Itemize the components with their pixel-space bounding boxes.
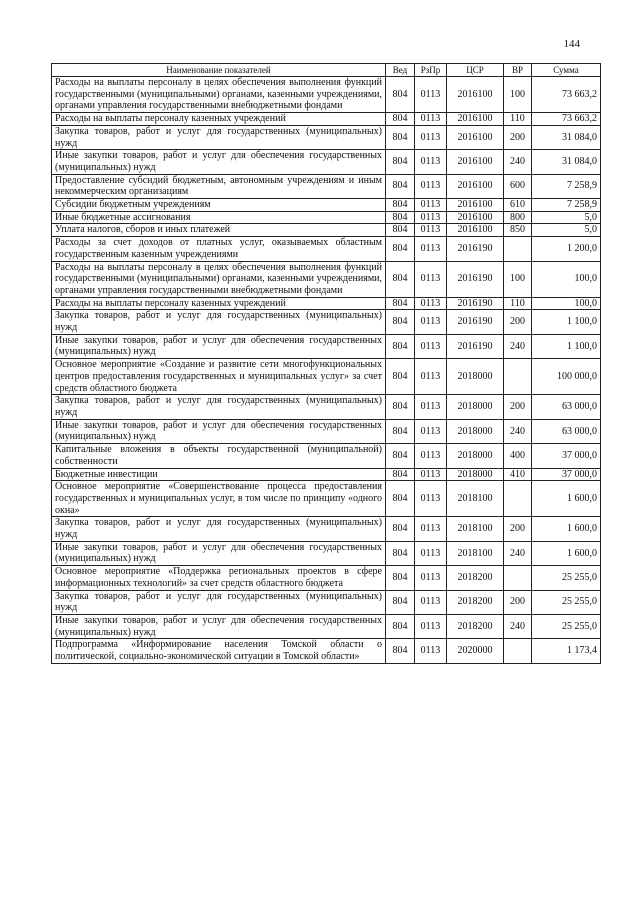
row-csr: 2016100: [447, 224, 504, 237]
row-rzpr: 0113: [415, 419, 447, 443]
row-sum: 5,0: [532, 224, 601, 237]
row-sum: 1 200,0: [532, 237, 601, 261]
table-row: [52, 541, 601, 565]
row-csr: 2018200: [447, 566, 504, 590]
table-row: [52, 174, 601, 198]
row-name: Расходы на выплаты персоналу казенных учреждений: [52, 297, 386, 310]
budget-table: [51, 63, 601, 664]
table-row: [52, 614, 601, 638]
row-name: Закупка товаров, работ и услуг для государственных (муниципальных) нужд: [52, 395, 386, 419]
row-ved: 804: [386, 199, 415, 212]
table-header-row: [52, 64, 601, 77]
row-csr: 2018100: [447, 517, 504, 541]
row-rzpr: 0113: [415, 237, 447, 261]
table-row: [52, 77, 601, 113]
row-vr: 110: [504, 113, 532, 126]
row-ved: 804: [386, 77, 415, 113]
row-name: Закупка товаров, работ и услуг для государственных (муниципальных) нужд: [52, 590, 386, 614]
row-rzpr: 0113: [415, 639, 447, 663]
row-ved: 804: [386, 614, 415, 638]
row-vr: 100: [504, 261, 532, 297]
row-sum: 7 258,9: [532, 199, 601, 212]
row-ved: 804: [386, 174, 415, 198]
table-row: [52, 444, 601, 468]
row-vr: 200: [504, 590, 532, 614]
table-row: [52, 150, 601, 174]
row-rzpr: 0113: [415, 614, 447, 638]
row-name: Уплата налогов, сборов и иных платежей: [52, 224, 386, 237]
row-name: Иные закупки товаров, работ и услуг для обеспечения государственных (муниципальных) нужд: [52, 334, 386, 358]
row-sum: 25 255,0: [532, 590, 601, 614]
row-vr: 800: [504, 211, 532, 224]
row-vr: 610: [504, 199, 532, 212]
page-number: 144: [563, 38, 580, 50]
row-rzpr: 0113: [415, 359, 447, 395]
row-rzpr: 0113: [415, 468, 447, 481]
row-sum: 1 600,0: [532, 517, 601, 541]
table-row: [52, 334, 601, 358]
row-name: Основное мероприятие «Создание и развитие сети многофункциональных центров предоставления государственных и муниципальных услуг» за счет средств областного бюджета: [52, 359, 386, 395]
row-sum: 100,0: [532, 261, 601, 297]
row-rzpr: 0113: [415, 566, 447, 590]
row-sum: 5,0: [532, 211, 601, 224]
row-csr: 2018200: [447, 590, 504, 614]
row-vr: 400: [504, 444, 532, 468]
row-sum: 1 100,0: [532, 334, 601, 358]
table-row: [52, 237, 601, 261]
row-ved: 804: [386, 481, 415, 517]
col-header-rzpr: РзПр: [415, 64, 447, 77]
row-csr: 2016100: [447, 150, 504, 174]
row-vr: 240: [504, 614, 532, 638]
row-ved: 804: [386, 211, 415, 224]
row-sum: 37 000,0: [532, 444, 601, 468]
row-sum: 100 000,0: [532, 359, 601, 395]
row-rzpr: 0113: [415, 334, 447, 358]
row-csr: 2018000: [447, 359, 504, 395]
row-name: Закупка товаров, работ и услуг для государственных (муниципальных) нужд: [52, 125, 386, 149]
row-rzpr: 0113: [415, 150, 447, 174]
row-vr: 410: [504, 468, 532, 481]
row-rzpr: 0113: [415, 199, 447, 212]
row-sum: 73 663,2: [532, 113, 601, 126]
row-name: Иные закупки товаров, работ и услуг для обеспечения государственных (муниципальных) нужд: [52, 419, 386, 443]
table-row: [52, 419, 601, 443]
row-sum: 63 000,0: [532, 419, 601, 443]
row-vr: 240: [504, 150, 532, 174]
row-name: Бюджетные инвестиции: [52, 468, 386, 481]
row-rzpr: 0113: [415, 77, 447, 113]
row-rzpr: 0113: [415, 261, 447, 297]
row-sum: 37 000,0: [532, 468, 601, 481]
table-row: [52, 211, 601, 224]
row-sum: 1 173,4: [532, 639, 601, 663]
row-name: Иные бюджетные ассигнования: [52, 211, 386, 224]
row-name: Расходы на выплаты персоналу в целях обеспечения выполнения функций государственными (муниципальными) органами, казенными учреждениями, органами управления государственными внебюджетными фондами: [52, 77, 386, 113]
table-row: [52, 125, 601, 149]
row-rzpr: 0113: [415, 113, 447, 126]
row-rzpr: 0113: [415, 224, 447, 237]
row-vr: 600: [504, 174, 532, 198]
row-sum: 73 663,2: [532, 77, 601, 113]
row-ved: 804: [386, 310, 415, 334]
row-name: Предоставление субсидий бюджетным, автономным учреждениям и иным некоммерческим организациям: [52, 174, 386, 198]
table-row: [52, 590, 601, 614]
table-row: [52, 639, 601, 663]
row-rzpr: 0113: [415, 481, 447, 517]
row-csr: 2016190: [447, 310, 504, 334]
row-ved: 804: [386, 334, 415, 358]
row-rzpr: 0113: [415, 444, 447, 468]
row-name: Закупка товаров, работ и услуг для государственных (муниципальных) нужд: [52, 517, 386, 541]
row-vr: [504, 566, 532, 590]
row-rzpr: 0113: [415, 125, 447, 149]
row-csr: 2016100: [447, 174, 504, 198]
row-csr: 2018000: [447, 468, 504, 481]
row-ved: 804: [386, 566, 415, 590]
col-header-ved: Вед: [386, 64, 415, 77]
col-header-sum: Сумма: [532, 64, 601, 77]
row-sum: 1 600,0: [532, 541, 601, 565]
row-csr: 2018100: [447, 541, 504, 565]
row-name: Иные закупки товаров, работ и услуг для обеспечения государственных (муниципальных) нужд: [52, 150, 386, 174]
row-name: Капитальные вложения в объекты государственной (муниципальной) собственности: [52, 444, 386, 468]
row-vr: [504, 359, 532, 395]
row-ved: 804: [386, 224, 415, 237]
row-vr: 240: [504, 334, 532, 358]
row-vr: [504, 237, 532, 261]
table-row: [52, 517, 601, 541]
row-vr: 200: [504, 395, 532, 419]
row-name: Иные закупки товаров, работ и услуг для обеспечения государственных (муниципальных) нужд: [52, 541, 386, 565]
row-csr: 2020000: [447, 639, 504, 663]
table-row: [52, 359, 601, 395]
row-vr: [504, 639, 532, 663]
table-row: [52, 297, 601, 310]
row-csr: 2016100: [447, 199, 504, 212]
row-csr: 2016190: [447, 297, 504, 310]
row-name: Расходы на выплаты персоналу казенных учреждений: [52, 113, 386, 126]
row-csr: 2016100: [447, 125, 504, 149]
row-ved: 804: [386, 150, 415, 174]
row-ved: 804: [386, 419, 415, 443]
row-ved: 804: [386, 113, 415, 126]
table-row: [52, 481, 601, 517]
row-vr: 850: [504, 224, 532, 237]
col-header-csr: ЦСР: [447, 64, 504, 77]
row-name: Подпрограмма «Информирование населения Томской области о политической, социально-экономической ситуации в Томской области»: [52, 639, 386, 663]
row-ved: 804: [386, 468, 415, 481]
row-csr: 2018100: [447, 481, 504, 517]
row-ved: 804: [386, 125, 415, 149]
row-csr: 2016100: [447, 77, 504, 113]
row-vr: [504, 481, 532, 517]
row-csr: 2018000: [447, 444, 504, 468]
row-rzpr: 0113: [415, 297, 447, 310]
col-header-name: Наименование показателей: [52, 64, 386, 77]
table-row: [52, 224, 601, 237]
row-csr: 2016100: [447, 113, 504, 126]
row-ved: 804: [386, 517, 415, 541]
row-csr: 2016190: [447, 334, 504, 358]
table-row: [52, 310, 601, 334]
row-ved: 804: [386, 359, 415, 395]
row-sum: 1 100,0: [532, 310, 601, 334]
row-vr: 200: [504, 125, 532, 149]
row-ved: 804: [386, 444, 415, 468]
row-rzpr: 0113: [415, 211, 447, 224]
row-name: Субсидии бюджетным учреждениям: [52, 199, 386, 212]
row-vr: 240: [504, 541, 532, 565]
row-ved: 804: [386, 237, 415, 261]
row-rzpr: 0113: [415, 310, 447, 334]
row-rzpr: 0113: [415, 174, 447, 198]
table-row: [52, 113, 601, 126]
row-name: Закупка товаров, работ и услуг для государственных (муниципальных) нужд: [52, 310, 386, 334]
row-sum: 31 084,0: [532, 125, 601, 149]
col-header-vr: ВР: [504, 64, 532, 77]
row-vr: 200: [504, 517, 532, 541]
row-ved: 804: [386, 395, 415, 419]
row-sum: 25 255,0: [532, 566, 601, 590]
row-csr: 2016190: [447, 261, 504, 297]
table-row: [52, 199, 601, 212]
row-name: Расходы на выплаты персоналу в целях обеспечения выполнения функций государственными (муниципальными) органами, казенными учреждениями, органами управления государственными внебюджетными фондами: [52, 261, 386, 297]
row-ved: 804: [386, 261, 415, 297]
row-vr: 110: [504, 297, 532, 310]
row-name: Основное мероприятие «Поддержка региональных проектов в сфере информационных технологий» за счет средств областного бюджета: [52, 566, 386, 590]
table-body: [52, 77, 601, 664]
table-row: [52, 468, 601, 481]
row-name: Расходы за счет доходов от платных услуг, оказываемых областным государственным казенным учреждениями: [52, 237, 386, 261]
row-ved: 804: [386, 639, 415, 663]
row-csr: 2018000: [447, 419, 504, 443]
row-ved: 804: [386, 590, 415, 614]
row-rzpr: 0113: [415, 590, 447, 614]
row-csr: 2016100: [447, 211, 504, 224]
table-row: [52, 261, 601, 297]
row-vr: 240: [504, 419, 532, 443]
row-csr: 2016190: [447, 237, 504, 261]
row-name: Иные закупки товаров, работ и услуг для обеспечения государственных (муниципальных) нужд: [52, 614, 386, 638]
row-sum: 63 000,0: [532, 395, 601, 419]
row-sum: 100,0: [532, 297, 601, 310]
row-sum: 7 258,9: [532, 174, 601, 198]
table-row: [52, 395, 601, 419]
row-rzpr: 0113: [415, 395, 447, 419]
row-ved: 804: [386, 541, 415, 565]
row-ved: 804: [386, 297, 415, 310]
row-vr: 200: [504, 310, 532, 334]
table-row: [52, 566, 601, 590]
row-sum: 25 255,0: [532, 614, 601, 638]
row-rzpr: 0113: [415, 541, 447, 565]
row-csr: 2018000: [447, 395, 504, 419]
row-rzpr: 0113: [415, 517, 447, 541]
row-vr: 100: [504, 77, 532, 113]
row-csr: 2018200: [447, 614, 504, 638]
row-name: Основное мероприятие «Совершенствование процесса предоставления государственных и муниципальных услуг, в том числе по принципу «одного окна»: [52, 481, 386, 517]
row-sum: 31 084,0: [532, 150, 601, 174]
row-sum: 1 600,0: [532, 481, 601, 517]
